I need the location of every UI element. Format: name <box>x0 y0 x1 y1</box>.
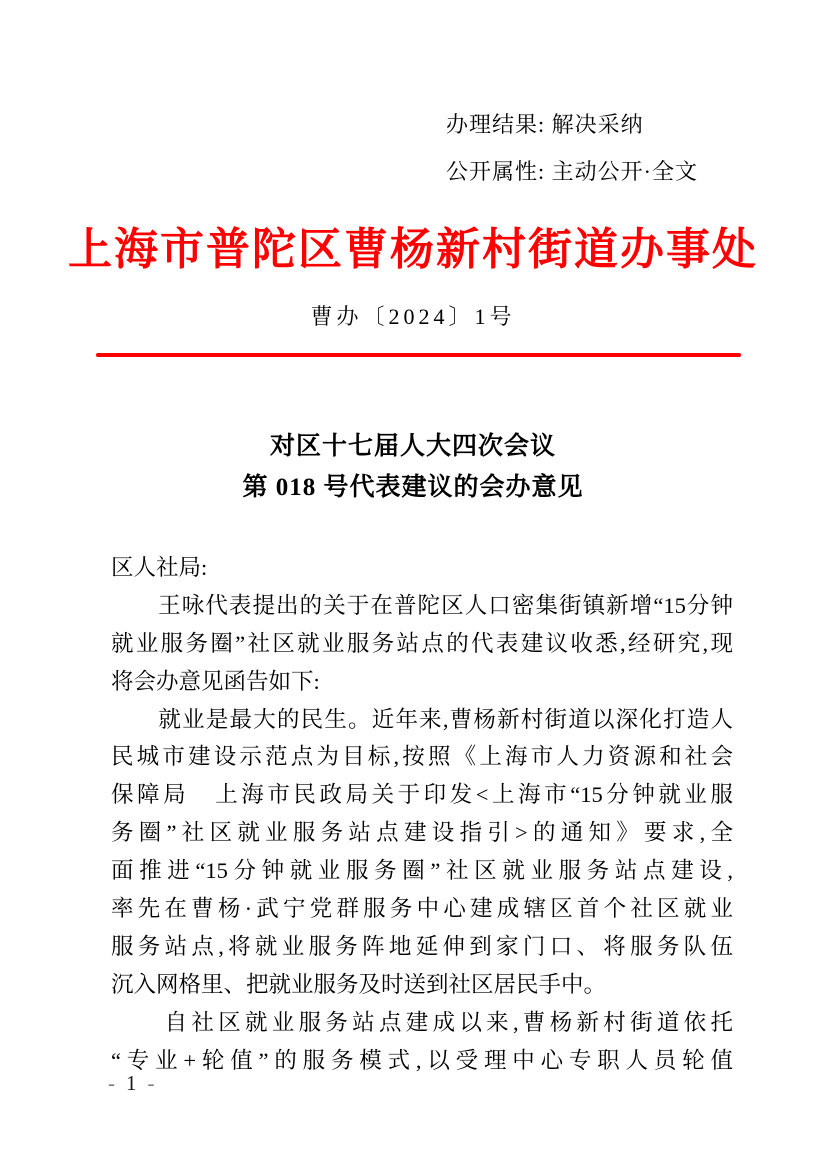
red-separator <box>96 353 741 357</box>
document-number: 曹办〔2024〕1号 <box>310 304 516 329</box>
meta-publicity-line: 公开属性: 主动公开·全文 <box>446 159 698 184</box>
page-number <box>108 1071 156 1096</box>
body-line: 率先在曹杨·武宁党群服务中心建成辖区首个社区就业 <box>111 896 733 922</box>
body-line: 就业是最大的民生。近年来,曹杨新村街道以深化打造人 <box>111 706 733 732</box>
body-line: 王咏代表提出的关于在普陀区人口密集街镇新增“15分钟 <box>111 592 733 618</box>
document-meta <box>446 101 698 195</box>
document-title <box>0 426 826 508</box>
body-line: 将会办意见函告如下: <box>111 668 320 694</box>
body-line: “专业+轮值”的服务模式,以受理中心专职人员轮值 <box>111 1047 733 1073</box>
body-line: 区人社局: <box>111 555 208 580</box>
document-title-line2: 第 018 号代表建议的会办意见 <box>242 474 584 501</box>
document-body-lines <box>111 549 733 1079</box>
page-number-dash-right: - <box>147 1071 156 1095</box>
document-title-line1: 对区十七届人大四次会议 <box>269 433 556 460</box>
body-line: 就业服务圈”社区就业服务站点的代表建议收悉,经研究,现 <box>111 630 733 656</box>
body-line: 自社区就业服务站点建成以来,曹杨新村街道依托 <box>111 1009 733 1035</box>
body-line: 面推进“15分钟就业服务圈”社区就业服务站点建设, <box>111 858 733 884</box>
page-number-dash-left: - <box>108 1071 116 1095</box>
body-line: 民城市建设示范点为目标,按照《上海市人力资源和社会 <box>111 744 733 770</box>
issuer-name: 上海市普陀区曹杨新村街道办事处 <box>68 225 758 274</box>
page-number-value: 1 <box>126 1071 138 1095</box>
body-line: 务圈”社区就业服务站点建设指引>的通知》要求,全 <box>111 820 733 846</box>
body-line: 保障局 上海市民政局关于印发<上海市“15分钟就业服 <box>111 782 733 808</box>
meta-result-line: 办理结果: 解决采纳 <box>446 112 644 137</box>
body-line: 沉入网格里、把就业服务及时送到社区居民手中。 <box>111 971 607 997</box>
body-line: 服务站点,将就业服务阵地延伸到家门口、将服务队伍 <box>111 933 733 959</box>
